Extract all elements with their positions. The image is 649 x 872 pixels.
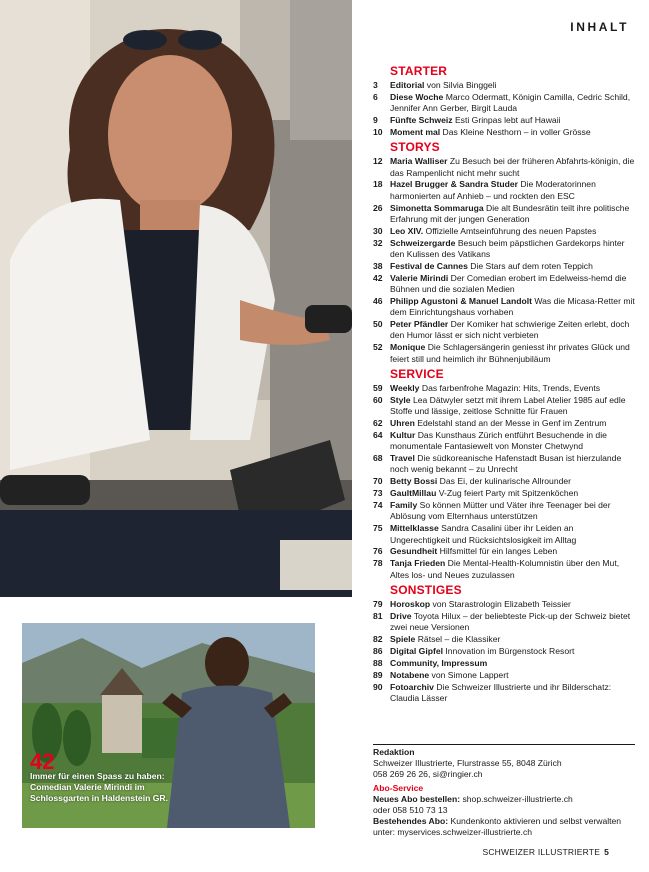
toc-entry[interactable] bbox=[373, 476, 635, 487]
toc-entry-title: Uhren bbox=[390, 418, 415, 429]
toc-entry[interactable] bbox=[373, 179, 635, 202]
inset-caption-line: Comedian Valerie Mirindi im bbox=[30, 782, 145, 792]
toc-entry-page: 75 bbox=[373, 523, 383, 534]
toc-entry-title: Hazel Brugger & Sandra Studer bbox=[390, 179, 518, 190]
toc-entry-description: Offizielle Amtseinführung des neuen Papstes bbox=[425, 225, 597, 236]
toc-entry-description: Esti Grinpas lebt auf Hawaii bbox=[454, 115, 561, 126]
toc-entry-title: Drive bbox=[390, 610, 412, 621]
toc-entry-page: 59 bbox=[373, 382, 383, 393]
toc-entry-page: 62 bbox=[373, 418, 383, 429]
toc-entry-description: von Simone Lappert bbox=[431, 669, 509, 680]
toc-entry-description: Das Kleine Nesthorn – in voller Grösse bbox=[442, 126, 591, 137]
toc-entry-page: 78 bbox=[373, 558, 383, 569]
toc-entry-description: Das Ei, der kulinarische Allrounder bbox=[439, 476, 572, 487]
toc-entry-page: 38 bbox=[373, 260, 383, 271]
toc-entry-text bbox=[390, 500, 635, 523]
toc-entry-page: 89 bbox=[373, 669, 383, 680]
toc-entry[interactable] bbox=[373, 296, 635, 319]
toc-entry-title: Family bbox=[390, 500, 418, 511]
toc-entry-description: Innovation im Bürgenstock Resort bbox=[445, 645, 575, 656]
toc-entry-text bbox=[390, 634, 635, 645]
toc-entry-description: Hilfsmittel für ein langes Leben bbox=[439, 546, 558, 557]
toc-section bbox=[373, 140, 635, 365]
section-heading: STORYS bbox=[390, 140, 440, 155]
toc-entry[interactable] bbox=[373, 418, 635, 429]
toc-entry-title: Notabene bbox=[390, 669, 430, 680]
toc-entry-page: 50 bbox=[373, 319, 383, 330]
toc-entry[interactable] bbox=[373, 646, 635, 657]
toc-entry-title: Maria Walliser bbox=[390, 156, 448, 167]
toc-section bbox=[373, 367, 635, 581]
toc-entry[interactable] bbox=[373, 395, 635, 418]
toc-entry-description: Die Stars auf dem roten Teppich bbox=[470, 260, 593, 271]
toc-entry[interactable] bbox=[373, 127, 635, 138]
table-of-contents bbox=[373, 64, 635, 706]
toc-entry-page: 46 bbox=[373, 295, 383, 306]
toc-entry-description: V-Zug feiert Party mit Spitzenköchen bbox=[438, 488, 579, 499]
toc-entry-page: 86 bbox=[373, 645, 383, 656]
toc-entry-text bbox=[390, 558, 635, 581]
toc-entry[interactable] bbox=[373, 80, 635, 91]
toc-entry-description: Sandra Casalini über ihr Leiden an Ungerechtigkeit und Rücksichtslosigkeit im Alltag bbox=[390, 523, 577, 545]
toc-entry-title: Schweizergarde bbox=[390, 237, 456, 248]
toc-entry-description: von Silvia Binggeli bbox=[426, 80, 497, 90]
section-heading: SERVICE bbox=[390, 366, 444, 381]
toc-entry-description: Das Kunsthaus Zürich entführt Besuchende in die monumentale Fantasiewelt von Monster Chetwynd bbox=[390, 429, 607, 452]
toc-entry-text bbox=[390, 342, 635, 365]
toc-entry-page: 6 bbox=[373, 91, 378, 102]
toc-entry-text bbox=[390, 611, 635, 634]
imprint bbox=[373, 744, 635, 838]
toc-entry[interactable] bbox=[373, 611, 635, 634]
toc-entry-description: Rätsel – die Klassiker bbox=[417, 634, 501, 645]
toc-entry-description: Das farbenfrohe Magazin: Hits, Trends, Events bbox=[421, 382, 601, 393]
toc-section bbox=[373, 583, 635, 704]
toc-entry-title: Valerie Mirindi bbox=[390, 272, 449, 283]
existing-abo-line bbox=[373, 816, 635, 838]
toc-entry-text bbox=[390, 226, 635, 237]
toc-entry[interactable] bbox=[373, 523, 635, 546]
toc-entry-title: Leo XIV. bbox=[390, 225, 424, 236]
toc-entry-text bbox=[390, 92, 635, 115]
toc-entry-page: 3 bbox=[373, 80, 378, 90]
toc-entry-page: 74 bbox=[373, 500, 383, 511]
toc-entry-title: Digital Gipfel bbox=[390, 645, 443, 656]
toc-entry-page: 82 bbox=[373, 634, 383, 645]
toc-entry-description: Die Moderatorinnen harmonierten auf Anhieb – und rockten den ESC bbox=[390, 179, 596, 201]
toc-entry[interactable] bbox=[373, 488, 635, 499]
toc-entry-title: Gesundheit bbox=[390, 546, 438, 557]
toc-entry-text bbox=[390, 418, 635, 429]
toc-entry-page: 81 bbox=[373, 610, 383, 621]
toc-entry-title: Betty Bossi bbox=[390, 476, 438, 487]
toc-entry-page: 30 bbox=[373, 225, 383, 236]
toc-entry-page: 52 bbox=[373, 342, 383, 353]
toc-entry-text bbox=[390, 488, 635, 499]
toc-entry[interactable] bbox=[373, 319, 635, 342]
new-abo-phone: oder 058 510 73 13 bbox=[373, 805, 448, 815]
page-number: 5 bbox=[604, 847, 609, 857]
toc-entry-page: 73 bbox=[373, 488, 383, 499]
toc-entry-text bbox=[390, 670, 635, 681]
toc-entry-description: Die Schweizer Illustrierte und ihr Bilderschatz: Claudia Lässer bbox=[390, 681, 612, 703]
toc-entry-text bbox=[390, 179, 635, 202]
toc-entry-page: 26 bbox=[373, 202, 383, 213]
toc-entry-description: Der Comedian erobert im Edelweiss-hemd die Bühnen und die sozialen Medien bbox=[390, 272, 627, 295]
toc-entry-description: Edelstahl stand an der Messe in Genf im Zentrum bbox=[417, 418, 607, 429]
toc-entry-page: 60 bbox=[373, 394, 383, 405]
toc-entry-text bbox=[390, 115, 635, 126]
toc-entry-title: Spiele bbox=[390, 634, 416, 645]
toc-entry[interactable] bbox=[373, 670, 635, 681]
toc-entry[interactable] bbox=[373, 658, 635, 669]
toc-entry-page: 79 bbox=[373, 598, 383, 609]
toc-entry-page: 32 bbox=[373, 237, 383, 248]
toc-entry-description: Besuch beim päpstlichen Gardekorps hinter den Kulissen des Vatikans bbox=[390, 237, 625, 260]
imprint-contact: 058 269 26 26, si@ringier.ch bbox=[373, 769, 483, 779]
toc-entry[interactable] bbox=[373, 156, 635, 179]
toc-entry[interactable] bbox=[373, 558, 635, 581]
toc-entry[interactable] bbox=[373, 226, 635, 237]
toc-entry[interactable] bbox=[373, 261, 635, 272]
toc-entry-page: 88 bbox=[373, 657, 383, 668]
toc-entry-page: 42 bbox=[373, 272, 383, 283]
toc-entry-description: Lea Dätwyler setzt mit ihrem Label Atelier 1985 auf edle Stoffe und lässige, zeitlose Schnitte für Frauen bbox=[390, 394, 626, 417]
toc-entry-text bbox=[390, 127, 635, 138]
magazine-name: SCHWEIZER ILLUSTRIERTE bbox=[482, 847, 601, 857]
toc-entry-title: Fünfte Schweiz bbox=[390, 115, 453, 126]
toc-entry-text bbox=[390, 203, 635, 226]
toc-entry-page: 90 bbox=[373, 681, 383, 692]
imprint-heading: Redaktion bbox=[373, 747, 415, 757]
toc-entry[interactable] bbox=[373, 342, 635, 365]
toc-entry-title: Kultur bbox=[390, 429, 416, 440]
toc-entry-title: GaultMillau bbox=[390, 488, 437, 499]
toc-entry-text bbox=[390, 319, 635, 342]
toc-entry-text bbox=[390, 430, 635, 453]
toc-entry[interactable] bbox=[373, 500, 635, 523]
toc-entry-text bbox=[390, 658, 635, 669]
imprint-address: Schweizer Illustrierte, Flurstrasse 55, 8048 Zürich bbox=[373, 758, 562, 768]
toc-entry-text bbox=[390, 546, 635, 557]
toc-entry-page: 9 bbox=[373, 115, 378, 126]
toc-entry-title: Fotoarchiv bbox=[390, 681, 434, 692]
toc-entry-text bbox=[390, 273, 635, 296]
toc-entry-text bbox=[390, 476, 635, 487]
toc-entry-description: Die Schlagersängerin geniesst ihr privates Glück und feiert still und heimlich ihr Bühnenjubiläum bbox=[390, 342, 630, 364]
toc-entry-text bbox=[390, 383, 635, 394]
toc-entry-page: 76 bbox=[373, 546, 383, 557]
toc-entry-title: Philipp Agustoni & Manuel Landolt bbox=[390, 295, 532, 306]
toc-entry[interactable] bbox=[373, 383, 635, 394]
existing-abo-text[interactable]: Kundenkonto aktivieren und selbst verwalten unter: myservices.schweizer-illustrierte.ch bbox=[373, 816, 622, 837]
toc-entry-description: Die Mental-Health-Kolumnistin über den Mut, Altes los- und Neues zuzulassen bbox=[390, 558, 620, 580]
new-abo-line bbox=[373, 794, 635, 805]
toc-entry-title: Festival de Cannes bbox=[390, 260, 468, 271]
toc-entry[interactable] bbox=[373, 599, 635, 610]
toc-entry[interactable] bbox=[373, 273, 635, 296]
inset-caption bbox=[30, 771, 240, 804]
toc-entry-title: Horoskop bbox=[390, 598, 431, 609]
inset-page-number: 42 bbox=[30, 749, 55, 774]
toc-entry-description: Der Komiker hat schwierige Zeiten erlebt, doch den Humor lässt er sich nicht verbieten bbox=[390, 319, 630, 341]
inset-caption-line: Immer für einen Spass zu haben: bbox=[30, 771, 165, 781]
toc-entry-title: Mittelklasse bbox=[390, 523, 439, 534]
toc-entry-text bbox=[390, 453, 635, 476]
toc-entry-title: Monique bbox=[390, 342, 426, 353]
toc-entry-text bbox=[390, 395, 635, 418]
toc-entry-description: Die alt Bundesrätin teilt ihre politische Erfahrung mit der jungen Generation bbox=[390, 202, 630, 224]
toc-entry[interactable] bbox=[373, 453, 635, 476]
toc-entry-description: Marco Odermatt, Königin Camilla, Cedric Schild, Jennifer Ann Gerber, Birgit Lauda bbox=[390, 91, 631, 114]
toc-entry-page: 68 bbox=[373, 453, 383, 464]
toc-entry-text bbox=[390, 156, 635, 179]
existing-abo-label: Bestehendes Abo: bbox=[373, 816, 449, 826]
toc-entry-description: von Starastrologin Elizabeth Teissier bbox=[432, 598, 571, 609]
toc-entry-description: Was die Micasa-Retter mit dem Einrichtungshaus vorhaben bbox=[390, 295, 635, 318]
toc-entry-description: So können Mütter und Väter ihre Teenager bei der Ablösung vom Elternhaus unterstützen bbox=[390, 500, 611, 522]
inset-photo bbox=[22, 623, 315, 828]
toc-entry-text bbox=[390, 238, 635, 261]
abo-heading: Abo-Service bbox=[373, 783, 424, 793]
toc-entry-page: 64 bbox=[373, 429, 383, 440]
toc-entry-title: Editorial bbox=[390, 80, 425, 90]
toc-entry-page: 10 bbox=[373, 126, 383, 137]
toc-entry-title: Style bbox=[390, 394, 411, 405]
toc-entry-description: Die südkoreanische Hafenstadt Busan ist hierzulande noch wenig bekannt – zu Unrecht bbox=[390, 453, 622, 475]
toc-entry-title: Simonetta Sommaruga bbox=[390, 202, 484, 213]
toc-entry[interactable] bbox=[373, 682, 635, 705]
toc-entry-text bbox=[390, 599, 635, 610]
toc-entry-description: Zu Besuch bei der früheren Abfahrts-königin, die das Rampenlicht nicht mehr sucht bbox=[390, 156, 635, 178]
page-title: INHALT bbox=[570, 20, 629, 34]
toc-entry-text bbox=[390, 80, 635, 91]
section-heading: SONSTIGES bbox=[390, 582, 462, 597]
toc-entry[interactable] bbox=[373, 430, 635, 453]
new-abo-link[interactable]: shop.schweizer-illustrierte.ch bbox=[462, 794, 573, 804]
toc-entry[interactable] bbox=[373, 634, 635, 645]
toc-entry-description: Toyota Hilux – der beliebteste Pick-up der Schweiz bietet zwei neue Versionen bbox=[390, 610, 631, 633]
toc-entry[interactable] bbox=[373, 546, 635, 557]
toc-section bbox=[373, 64, 635, 138]
inset-caption-line: Schlossgarten in Haldenstein GR. bbox=[30, 793, 169, 803]
toc-entry-text bbox=[390, 646, 635, 657]
toc-entry-title: Weekly bbox=[390, 382, 420, 393]
page-footer bbox=[482, 847, 609, 857]
toc-entry[interactable] bbox=[373, 203, 635, 226]
toc-entry[interactable] bbox=[373, 115, 635, 126]
toc-entry-text bbox=[390, 682, 635, 705]
toc-entry-text bbox=[390, 261, 635, 272]
hero-photo bbox=[0, 0, 352, 597]
toc-entry-title: Diese Woche bbox=[390, 91, 444, 102]
toc-entry-title: Moment mal bbox=[390, 126, 441, 137]
toc-entry-title: Travel bbox=[390, 453, 415, 464]
toc-entry[interactable] bbox=[373, 92, 635, 115]
new-abo-label: Neues Abo bestellen: bbox=[373, 794, 461, 804]
toc-entry-text bbox=[390, 523, 635, 546]
toc-entry-page: 18 bbox=[373, 179, 383, 190]
toc-entry-text bbox=[390, 296, 635, 319]
toc-entry-title: Peter Pfändler bbox=[390, 319, 449, 330]
section-heading: STARTER bbox=[390, 64, 448, 78]
toc-entry-page: 12 bbox=[373, 156, 383, 167]
toc-entry[interactable] bbox=[373, 238, 635, 261]
toc-entry-title: Tanja Frieden bbox=[390, 558, 446, 569]
toc-entry-title: Community, Impressum bbox=[390, 657, 488, 668]
toc-entry-page: 70 bbox=[373, 476, 383, 487]
